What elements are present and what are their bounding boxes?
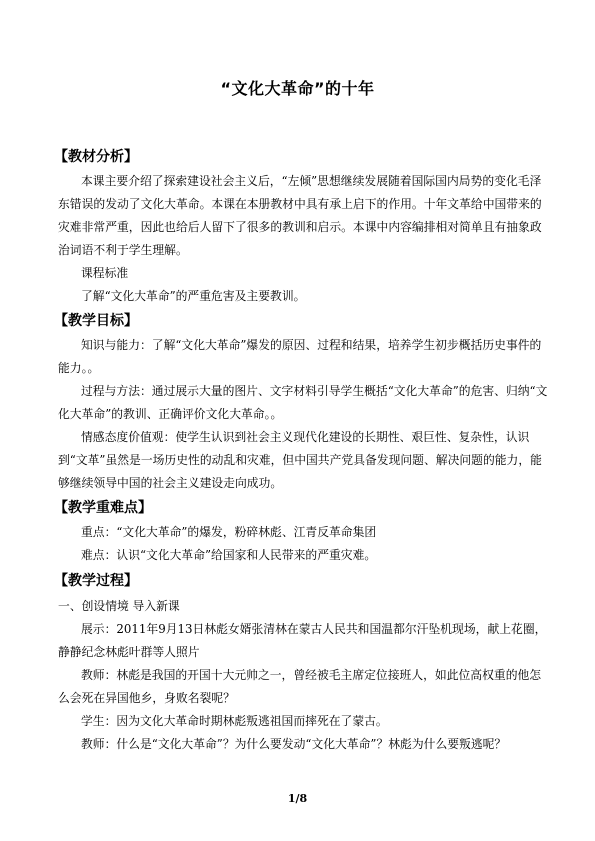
section-heading-analysis: 【教材分析】 — [54, 149, 138, 165]
section-heading-key-points: 【教学重难点】 — [54, 500, 152, 516]
objective-process: 过程与方法：通过展示大量的图片、文字材料引导学生概括“文化大革命”的危害、归纳“文化大革命”的教训、正确评价文化大革命。。 — [58, 384, 548, 421]
curriculum-standard-text: 了解“文化大革命”的严重危害及主要教训。 — [81, 289, 306, 303]
process-step-1: 一、创设情境 导入新课 — [58, 599, 180, 613]
process-display-text: 展示：2011年9月13日林彪女婿张清林在蒙古人民共和国温都尔汗坠机现场，献上花圈，静静纪念林彪叶群等人照片 — [58, 622, 547, 659]
page-number: 1/8 — [287, 792, 308, 805]
key-point: 重点：“文化大革命”的爆发，粉碎林彪、江青反革命集团 — [81, 525, 377, 539]
objective-attitude: 情感态度价值观：使学生认识到社会主义现代化建设的长期性、艰巨性、复杂性，认识到“文革”虽然是一场历史性的动乱和灾难，但中国共产党具备发现问题、解决问题的能力，能够继续领导中国的社会主义建设走向成功。 — [58, 430, 542, 490]
analysis-paragraph: 本课主要介绍了探索建设社会主义后，“左倾”思想继续发展随着国际国内局势的变化毛泽东错误的发动了文化大革命。本课在本册教材中具有承上启下的作用。十年文革给中国带来的灾难非常严重，因此也给后人留下了很多的教训和启示。本课中内容编排相对简单且有抽象政治词语不利于学生理解。 — [58, 174, 542, 257]
difficult-point: 难点：认识“文化大革命”给国家和人民带来的严重灾难。 — [81, 548, 377, 562]
curriculum-standard-label: 课程标准 — [81, 266, 129, 280]
teacher-question-2: 教师：什么是“文化大革命”？为什么要发动“文化大革命”？林彪为什么要叛逃呢？ — [81, 737, 507, 751]
student-answer: 学生：因为文化大革命时期林彪叛逃祖国而摔死在了蒙古。 — [81, 714, 388, 728]
section-heading-process: 【教学过程】 — [54, 573, 138, 589]
objective-knowledge: 知识与能力：了解“文化大革命”爆发的原因、过程和结果，培养学生初步概括历史事件的能力。。 — [58, 338, 542, 375]
teacher-question-1: 教师：林彪是我国的开国十大元帅之一，曾经被毛主席定位接班人，如此位高权重的他怎么会死在异国他乡，身败名裂呢？ — [58, 668, 542, 705]
section-heading-objectives: 【教学目标】 — [54, 313, 138, 329]
document-title: “文化大革命”的十年 — [220, 79, 375, 98]
